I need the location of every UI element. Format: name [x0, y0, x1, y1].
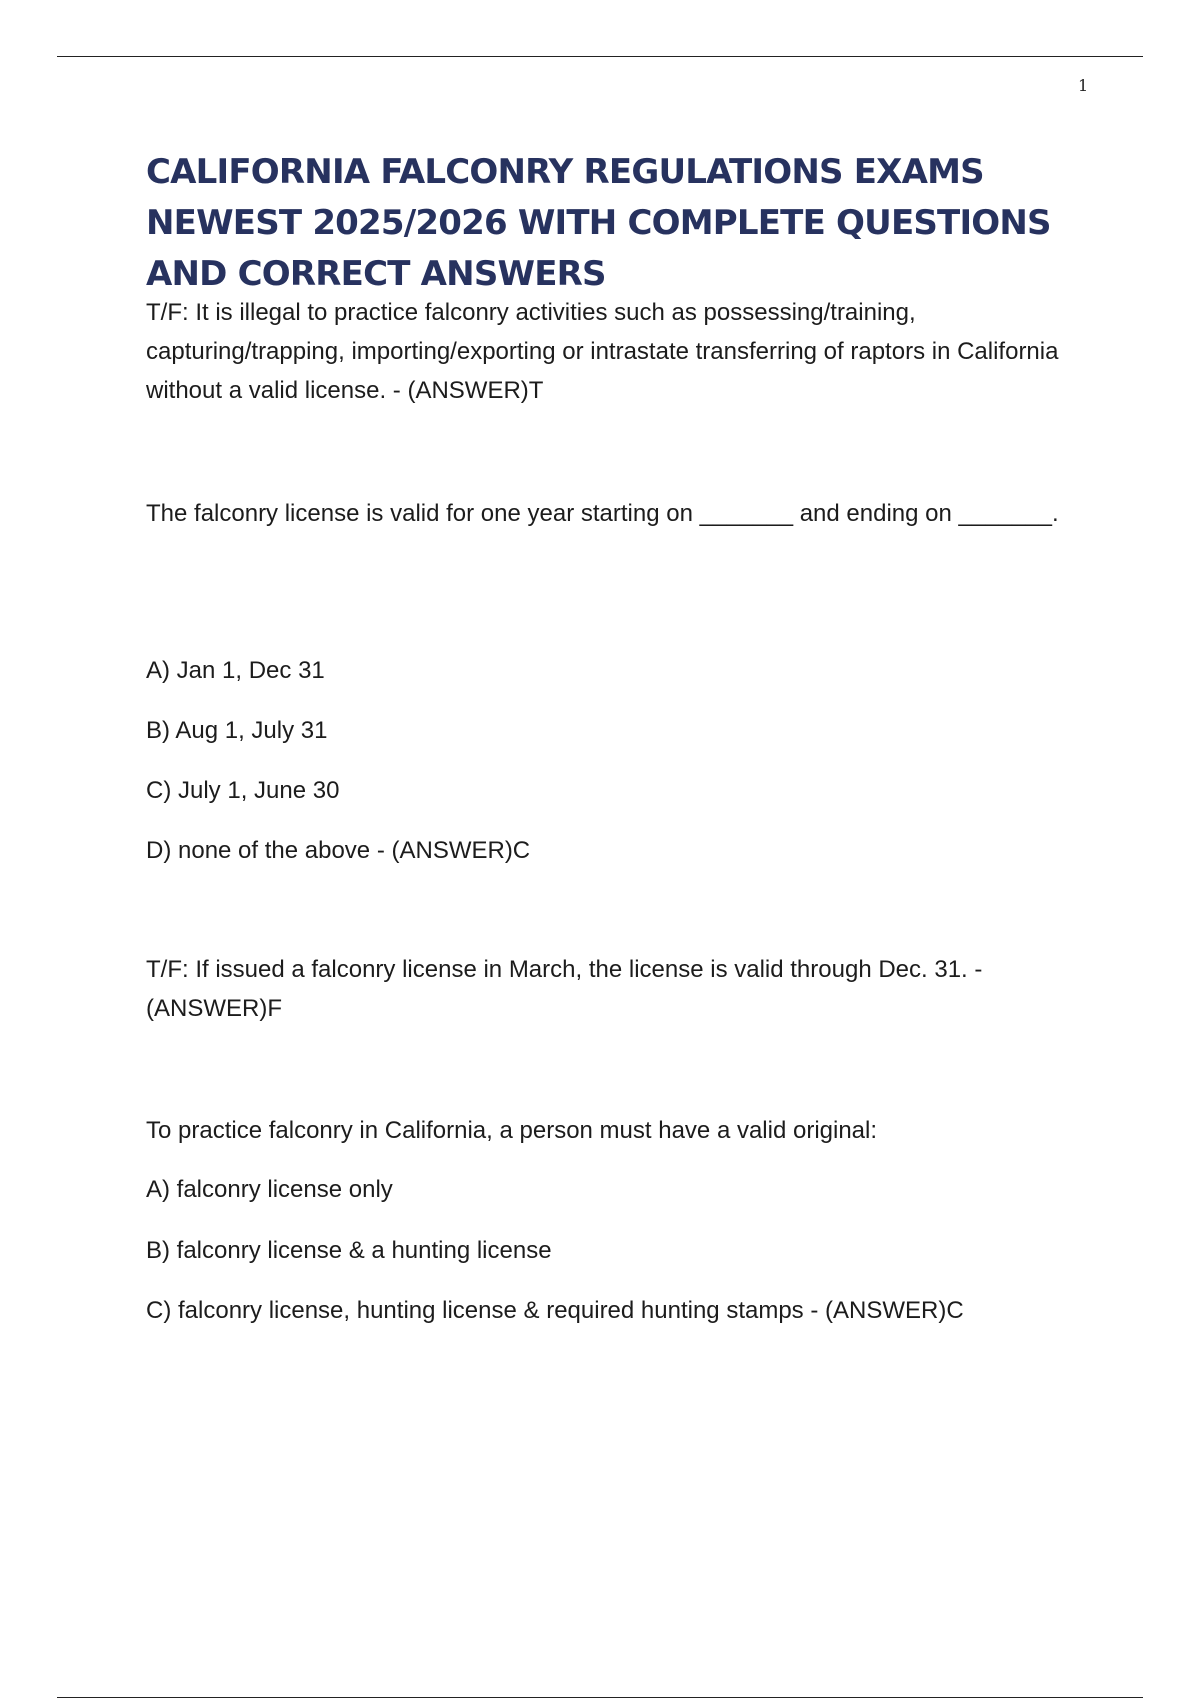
question-4-option-b: B) falconry license & a hunting license [146, 1237, 552, 1264]
question-2-option-c: C) July 1, June 30 [146, 777, 340, 804]
question-4-option-a: A) falconry license only [146, 1176, 393, 1203]
footer-rule [57, 1697, 1143, 1698]
question-1-text: T/F: It is illegal to practice falconry activities such as possessing/training, capturing/trapping, importing/exporting or intrastate transferring of raptors in California without a valid license. - (ANSWER)T [146, 299, 1059, 404]
page-number: 1 [1078, 76, 1089, 95]
header-rule [57, 56, 1143, 57]
document-title: CALIFORNIA FALCONRY REGULATIONS EXAMS NEWEST 2025/2026 WITH COMPLETE QUESTIONS AND CORRECT ANSWERS [146, 152, 1051, 294]
question-4-option-c: C) falconry license, hunting license & required hunting stamps - (ANSWER)C [146, 1297, 964, 1324]
question-2-option-b: B) Aug 1, July 31 [146, 717, 328, 744]
question-3-text: T/F: If issued a falconry license in March, the license is valid through Dec. 31. - (ANSWER)F [146, 956, 983, 1022]
question-2-text: The falconry license is valid for one year starting on _______ and ending on _______. [146, 500, 1059, 527]
question-2-option-a: A) Jan 1, Dec 31 [146, 657, 325, 684]
question-2-option-d: D) none of the above - (ANSWER)C [146, 837, 531, 864]
question-4-text: To practice falconry in California, a person must have a valid original: [146, 1117, 878, 1144]
